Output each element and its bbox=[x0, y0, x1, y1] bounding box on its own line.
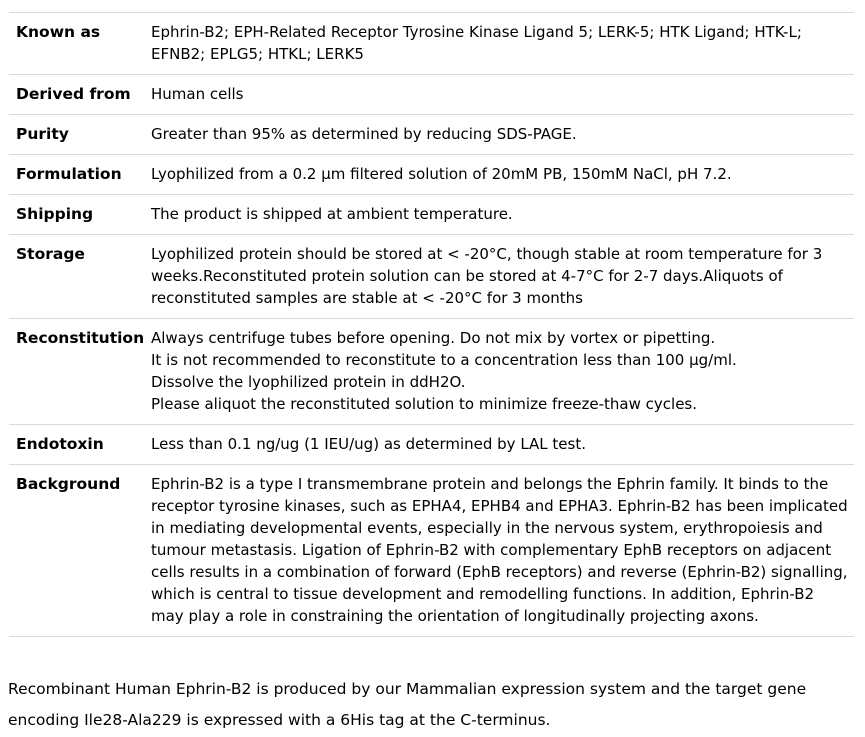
spec-value: Lyophilized from a 0.2 μm filtered solution of 20mM PB, 150mM NaCl, pH 7.2. bbox=[151, 155, 854, 195]
spec-value: Lyophilized protein should be stored at < -20°C, though stable at room temperature for 3 weeks.Reconstituted protein solution can be stored at 4-7°C for 2-7 days.Aliquots of reconstituted samples are stable at < -20°C for 3 months bbox=[151, 235, 854, 319]
spec-value: Ephrin-B2 is a type I transmembrane protein and belongs the Ephrin family. It binds to the receptor tyrosine kinases, such as EPHA4, EPHB4 and EPHA3. Ephrin-B2 has been implicated in mediating developmental events, especially in the nervous system, erythropoiesis and tumour metastasis. Ligation of Ephrin-B2 with complementary EphB receptors on adjacent cells results in a combination of forward (EphB receptors) and reverse (Ephrin-B2) signalling, which is central to tissue development and remodelling functions. In addition, Ephrin-B2 may play a role in constraining the orientation of longitudinally projecting axons. bbox=[151, 465, 854, 637]
spec-row-endotoxin bbox=[9, 425, 854, 465]
spec-row-reconstitution bbox=[9, 319, 854, 425]
spec-row-background bbox=[9, 465, 854, 637]
spec-label: Storage bbox=[9, 235, 151, 319]
spec-label: Shipping bbox=[9, 195, 151, 235]
spec-value: Greater than 95% as determined by reducing SDS-PAGE. bbox=[151, 115, 854, 155]
spec-label: Background bbox=[9, 465, 151, 637]
product-description: Recombinant Human Ephrin-B2 is produced by our Mammalian expression system and the target gene encoding Ile28-Ala229 is expressed with a 6His tag at the C-terminus. bbox=[8, 680, 807, 729]
spec-label: Formulation bbox=[9, 155, 151, 195]
spec-row-storage bbox=[9, 235, 854, 319]
spec-label: Reconstitution bbox=[9, 319, 151, 425]
spec-row-derived-from bbox=[9, 75, 854, 115]
spec-value: Human cells bbox=[151, 75, 854, 115]
product-spec-table bbox=[9, 12, 854, 637]
spec-value: The product is shipped at ambient temperature. bbox=[151, 195, 854, 235]
spec-label: Purity bbox=[9, 115, 151, 155]
spec-row-shipping bbox=[9, 195, 854, 235]
spec-label: Known as bbox=[9, 13, 151, 75]
spec-row-purity bbox=[9, 115, 854, 155]
spec-value: Always centrifuge tubes before opening. Do not mix by vortex or pipetting. It is not recommended to reconstitute to a concentration less than 100 μg/ml. Dissolve the lyophilized protein in ddH2O. Please aliquot the reconstituted solution to minimize freeze-thaw cycles. bbox=[151, 319, 854, 425]
spec-row-formulation bbox=[9, 155, 854, 195]
spec-row-known-as bbox=[9, 13, 854, 75]
spec-value: Ephrin-B2; EPH-Related Receptor Tyrosine Kinase Ligand 5; LERK-5; HTK Ligand; HTK-L; EFNB2; EPLG5; HTKL; LERK5 bbox=[151, 13, 854, 75]
spec-label: Endotoxin bbox=[9, 425, 151, 465]
spec-value: Less than 0.1 ng/ug (1 IEU/ug) as determined by LAL test. bbox=[151, 425, 854, 465]
spec-label: Derived from bbox=[9, 75, 151, 115]
